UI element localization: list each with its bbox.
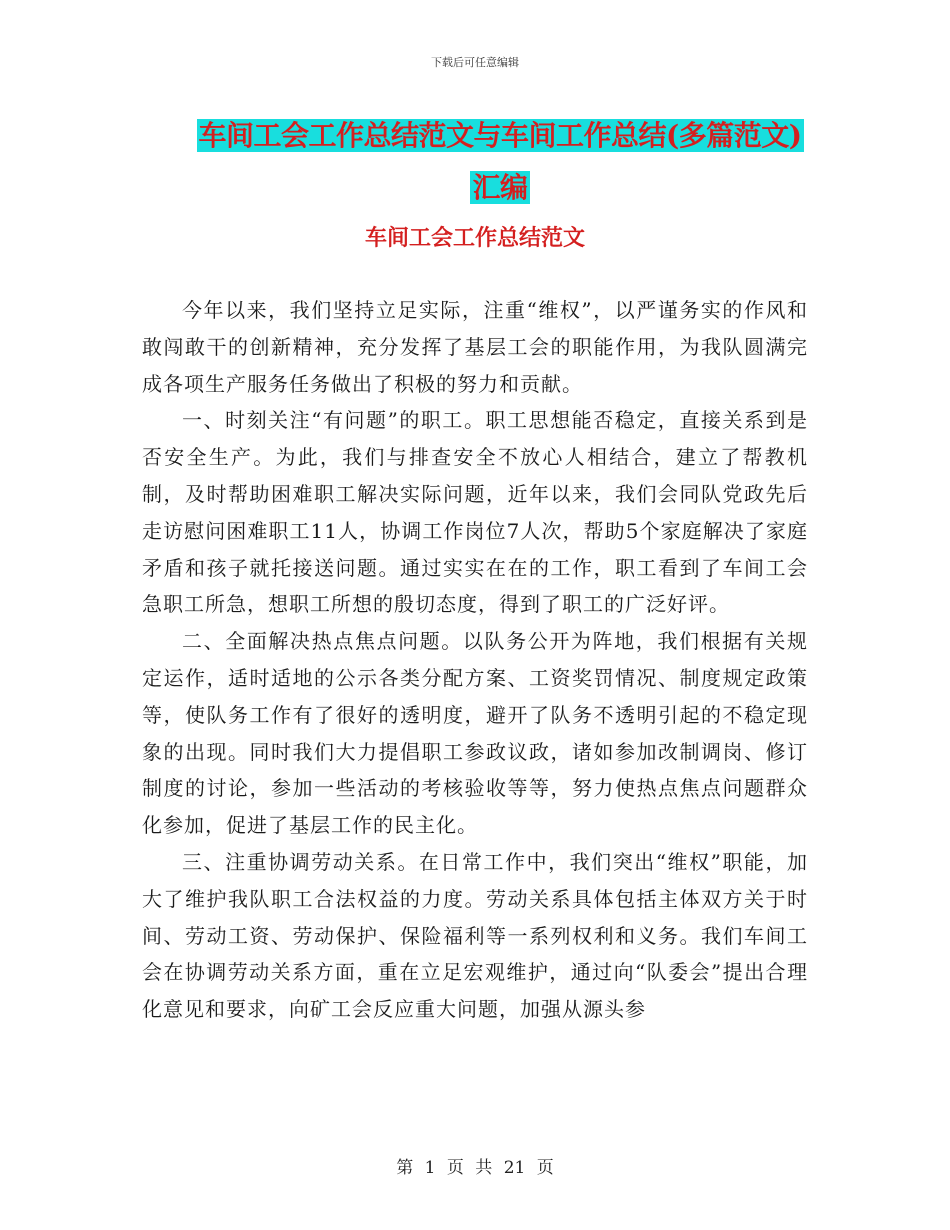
header-note: 下载后可任意编辑 (431, 56, 519, 69)
body-paragraph: 一、时刻关注“有问题”的职工。职工思想能否稳定，直接关系到是否安全生产。为此，我们与排查安全不放心人相结合，建立了帮教机制，及时帮助困难职工解决实际问题，近年以来，我们会同队党政先后走访慰问困难职工11人，协调工作岗位7人次，帮助5个家庭解决了家庭矛盾和孩子就托接送问题。通过实实在在的工作，职工看到了车间工会急职工所急，想职工所想的殷切态度，得到了职工的广泛好评。 (142, 408, 808, 617)
document-body (142, 292, 808, 1028)
body-paragraph: 三、注重协调劳动关系。在日常工作中，我们突出“维权”职能，加大了维护我队职工合法权益的力度。劳动关系具体包括主体双方关于时间、劳动工资、劳动保护、保险福利等一系列权利和义务。我们车间工会在协调劳动关系方面，重在立足宏观维护，通过向“队委会”提出合理化意见和要求，向矿工会反应重大问题，加强从源头参 (142, 849, 808, 1022)
body-paragraph: 今年以来，我们坚持立足实际，注重“维权”，以严谨务实的作风和敢闯敢干的创新精神，充分发挥了基层工会的职能作用，为我队圆满完成各项生产服务任务做出了积极的努力和贡献。 (142, 298, 808, 396)
section-title: 车间工会工作总结范文 (364, 225, 585, 251)
body-paragraph: 二、全面解决热点焦点问题。以队务公开为阵地，我们根据有关规定运作，适时适地的公示各类分配方案、工资奖罚情况、制度规定政策等，使队务工作有了很好的透明度，避开了队务不透明引起的不稳定现象的出现。同时我们大力提倡职工参政议政，诸如参加改制调岗、修订制度的讨论，参加一些活动的考核验收等等，努力使热点焦点问题群众化参加，促进了基层工作的民主化。 (142, 629, 808, 838)
document-title (190, 110, 810, 214)
page-number: 第 1 页 共 21 页 (396, 1158, 554, 1178)
document-title-text: 车间工会工作总结范文与车间工作总结(多篇范文)汇编 (198, 119, 802, 204)
